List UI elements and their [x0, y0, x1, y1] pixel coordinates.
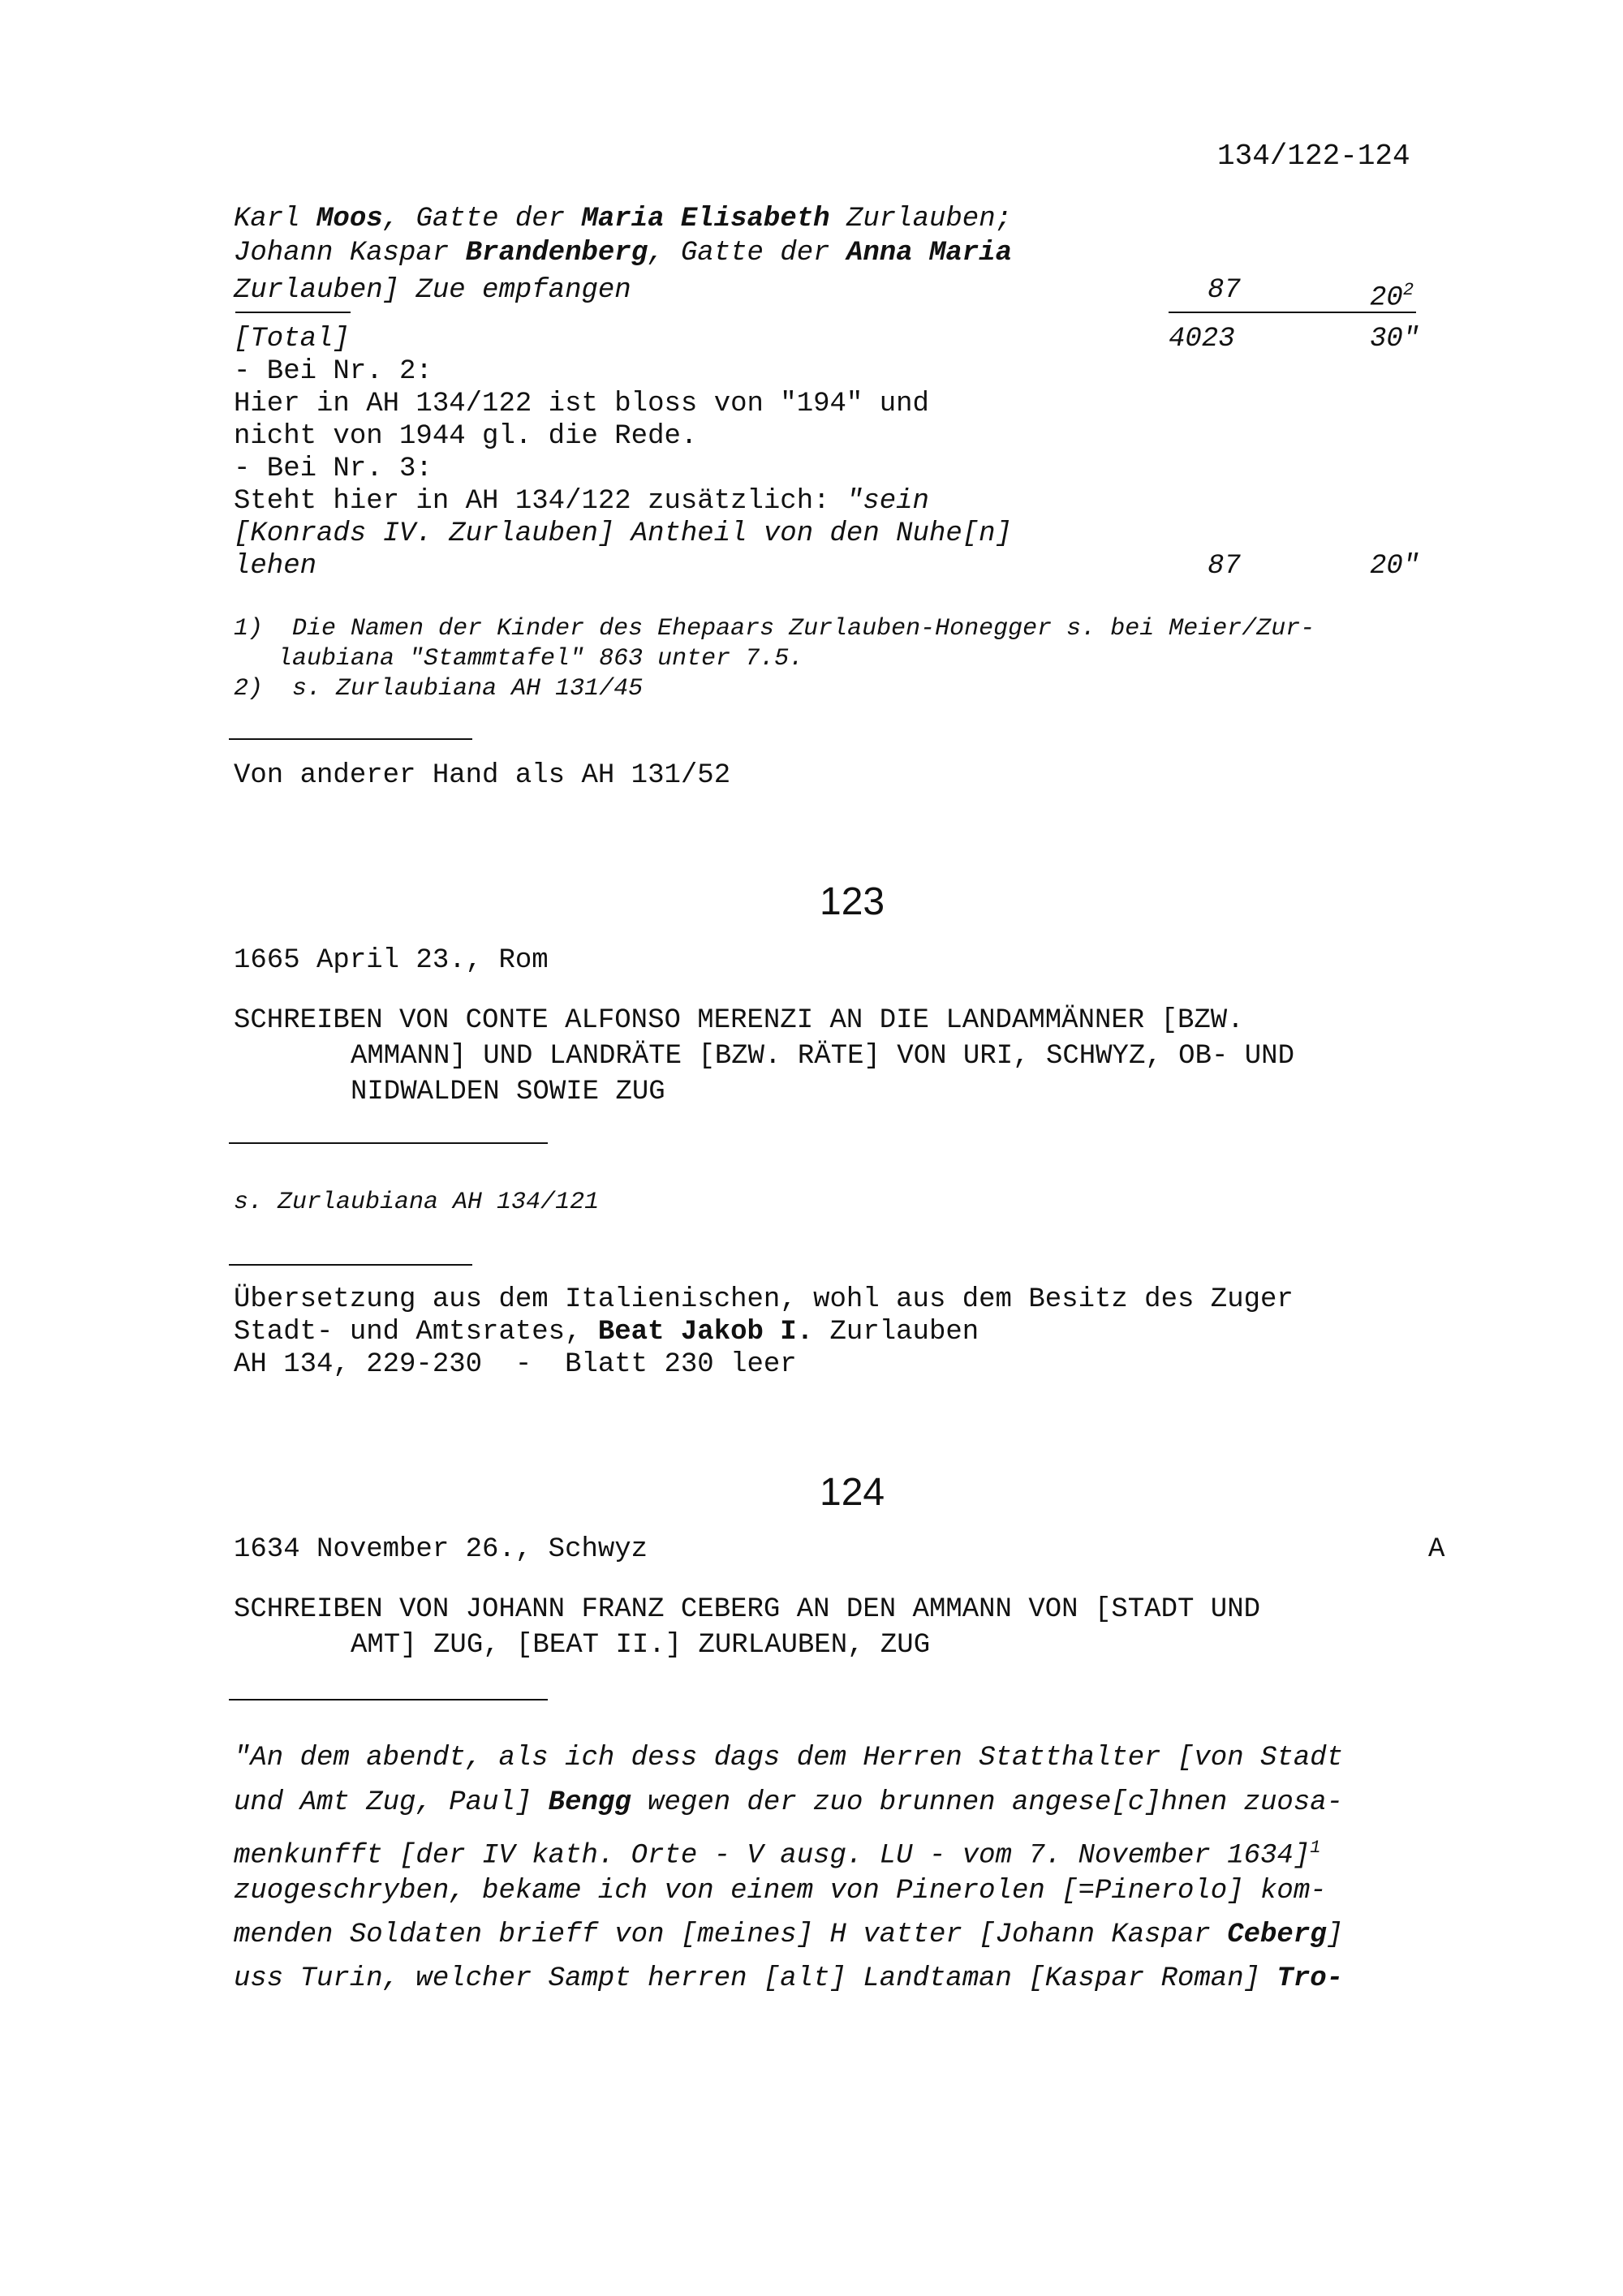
- doc124-body-2-part-2: wegen der zuo brunnen angese[c]hnen zuosa-: [631, 1787, 1344, 1818]
- note-line-5: [234, 485, 929, 518]
- doc122-line-1: [234, 203, 1012, 235]
- doc124-body-1-part-0: "An dem abendt, als ich dess dags dem Herren Statthalter [von Stadt: [234, 1743, 1344, 1774]
- doc123-title-3: NIDWALDEN SOWIE ZUG: [351, 1077, 665, 1107]
- doc124-body-4-part-0: zuogeschryben, bekame ich von einem von Pinerolen [=Pinerolo] kom-: [234, 1876, 1327, 1907]
- footnote-1-text: Die Namen der Kinder des Ehepaars Zurlauben-Honegger s. bei Meier/Zur-: [292, 615, 1315, 643]
- lehen-label: lehen: [234, 551, 317, 582]
- doc122-line-1-part-4: Zurlauben;: [829, 204, 1012, 234]
- footnote-1-mark: 1): [234, 615, 264, 643]
- footnote-1-cont: laubiana "Stammtafel" 863 unter 7.5.: [278, 645, 804, 673]
- doc122-empfangen-label: [234, 274, 631, 307]
- page-reference: 134/122-124: [1217, 140, 1410, 173]
- section-rule-4: [229, 1699, 548, 1701]
- doc124-body-3-part-1: 1: [1310, 1838, 1321, 1858]
- total-label: [Total]: [234, 324, 350, 355]
- empfangen-value-2-sup: 2: [1402, 280, 1414, 300]
- doc122-line-1-part-2: , Gatte der: [382, 204, 582, 234]
- doc123-number: 123: [820, 880, 885, 923]
- doc122-line-1-part-3: Maria Elisabeth: [581, 204, 830, 234]
- quote-start: "sein: [846, 486, 929, 517]
- doc123-source-2c: Zurlauben: [813, 1317, 979, 1348]
- doc124-body-6-part-0: uss Turin, welcher Sampt herren [alt] Landtaman [Kaspar Roman]: [234, 1963, 1277, 1994]
- doc122-line-1-part-0: Karl: [234, 204, 317, 234]
- section-rule-2: [229, 1142, 548, 1144]
- doc124-body-1: [234, 1736, 1343, 1781]
- doc123-source-2: [234, 1316, 979, 1348]
- note-line-3: nicht von 1944 gl. die Rede.: [234, 421, 698, 452]
- empfangen-value-2: [1370, 274, 1414, 314]
- doc123-title-2: AMMANN] UND LANDRÄTE [BZW. RÄTE] VON URI, SCHWYZ, OB- UND: [351, 1041, 1294, 1072]
- note-line-1: - Bei Nr. 2:: [234, 356, 433, 387]
- section-rule-1: [229, 738, 472, 740]
- doc124-body-2-part-1: Bengg: [548, 1787, 631, 1818]
- total-value-1: 4023: [1169, 324, 1235, 355]
- empfangen-label-a: Zurlauben: [234, 275, 383, 306]
- note-line-2: Hier in AH 134/122 ist bloss von "194" und: [234, 389, 929, 419]
- doc123-source-1: Übersetzung aus dem Italienischen, wohl aus dem Besitz des Zuger: [234, 1284, 1294, 1315]
- doc124-body-5-part-0: menden Soldaten brieff von [meines] H vatter [Johann Kaspar: [234, 1920, 1228, 1950]
- doc124-body-6: [234, 1957, 1343, 2001]
- doc124-date: 1634 November 26., Schwyz: [234, 1534, 648, 1565]
- doc124-body-5-part-2: ]: [1326, 1920, 1344, 1950]
- footnote-2-mark: 2): [234, 675, 264, 703]
- doc124-body-2: [234, 1781, 1343, 1825]
- doc123-ref: s. Zurlaubiana AH 134/121: [234, 1189, 600, 1216]
- doc124-title-1: SCHREIBEN VON JOHANN FRANZ CEBERG AN DEN AMMANN VON [STADT UND: [234, 1594, 1261, 1625]
- sum-rule: [1169, 312, 1416, 313]
- doc124-letter: A: [1428, 1534, 1445, 1565]
- footnote-2: [234, 673, 643, 705]
- note-line-4: - Bei Nr. 3:: [234, 454, 433, 484]
- doc124-body-5-part-1: Ceberg: [1227, 1920, 1327, 1950]
- lehen-value-1: 87: [1208, 551, 1241, 582]
- empfangen-underline: [235, 312, 351, 313]
- section-rule-3: [229, 1264, 472, 1266]
- footnote-1: [234, 613, 1315, 645]
- doc124-body-5: [234, 1913, 1343, 1958]
- doc122-line-2-part-3: Anna Maria: [846, 238, 1012, 269]
- hand-note: Von anderer Hand als AH 131/52: [234, 760, 731, 791]
- empfangen-value-1: 87: [1208, 275, 1241, 306]
- total-value-2: 30": [1370, 324, 1420, 355]
- doc123-source-3: AH 134, 229-230 - Blatt 230 leer: [234, 1349, 797, 1380]
- doc124-body-3-part-0: menkunfft [der IV kath. Orte - V ausg. LU - vom 7. November 1634]: [234, 1840, 1311, 1872]
- doc122-line-2-part-1: Brandenberg: [465, 238, 648, 269]
- doc124-number: 124: [820, 1471, 885, 1514]
- doc124-title-2: AMT] ZUG, [BEAT II.] ZURLAUBEN, ZUG: [351, 1630, 931, 1661]
- footnote-2-text: s. Zurlaubiana AH 131/45: [292, 675, 644, 703]
- note-line-5-text: Steht hier in AH 134/122 zusätzlich:: [234, 486, 846, 517]
- doc122-line-2-part-2: , Gatte der: [648, 238, 846, 269]
- doc122-line-2-part-0: Johann Kaspar: [234, 238, 466, 269]
- quote-line-2: [Konrads IV. Zurlauben] Antheil von den Nuhe[n]: [234, 518, 1012, 549]
- doc123-source-2a: Stadt- und Amtsrates,: [234, 1317, 598, 1348]
- empfangen-value-2-main: 20: [1370, 282, 1403, 314]
- doc124-body-6-part-1: Tro-: [1276, 1963, 1344, 1994]
- doc123-title-1: SCHREIBEN VON CONTE ALFONSO MERENZI AN DIE LANDAMMÄNNER [BZW.: [234, 1005, 1244, 1036]
- doc123-source-2b: Beat Jakob I.: [597, 1317, 814, 1348]
- doc124-body-2-part-0: und Amt Zug, Paul]: [234, 1787, 549, 1818]
- empfangen-label-b: ] Zue empfangen: [382, 275, 631, 306]
- lehen-value-2: 20": [1370, 551, 1420, 582]
- doc124-body-4: [234, 1869, 1327, 1914]
- doc123-date: 1665 April 23., Rom: [234, 945, 549, 976]
- doc122-line-1-part-1: Moos: [316, 204, 383, 234]
- doc122-line-2: [234, 237, 1012, 269]
